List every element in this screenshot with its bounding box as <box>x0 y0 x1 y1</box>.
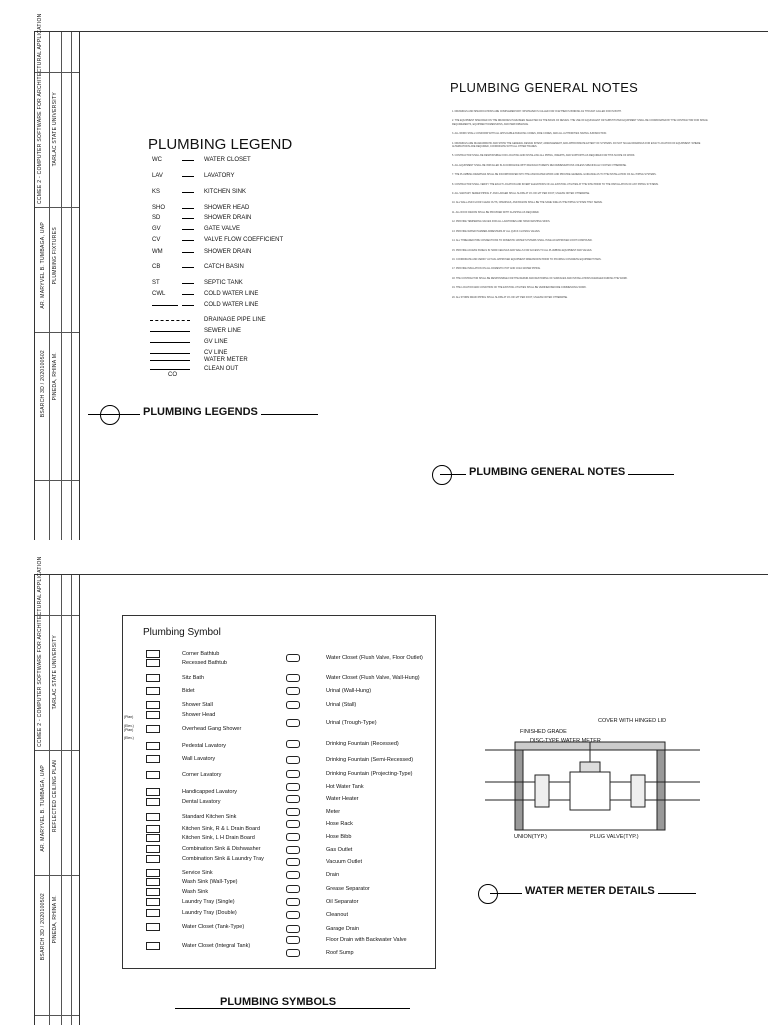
fixture-symbol-icon <box>146 674 160 682</box>
legend-dash <box>182 208 194 209</box>
symbol-label: Wash Sink (Wall-Type) <box>182 879 238 885</box>
legend-title: PLUMBING LEGEND <box>148 136 293 153</box>
general-note: 20. ALL STORM DRAIN PIPING SHALL SLOPE AT 1% OR 1/8" PER FOOT, UNLESS NOTED OTHERWISE. <box>452 295 568 299</box>
general-note: 15. PROVIDE ACCESS PANELS IN HARD CEILINGS AND WALLS FOR ACCESS TO ALL PLUMBING EQUIPMENT AND VALVES. <box>452 248 593 252</box>
fixture-symbol-icon <box>286 820 300 828</box>
fixture-symbol-icon <box>146 687 160 695</box>
fixture-symbol-icon <box>146 659 160 667</box>
symbols-caption: PLUMBING SYMBOLS <box>220 996 337 1008</box>
legend-row <box>152 291 258 297</box>
wall-left <box>515 750 523 830</box>
general-note: 13. PROVIDE WATER HAMMER ARRESTERS AT ALL QUICK CLOSING VALVES. <box>452 229 541 233</box>
plug-valve-label: PLUG VALVE(TYP.) <box>590 834 639 840</box>
disc-meter-label: DISC-TYPE WATER METER <box>530 738 601 744</box>
fixture-symbol-icon <box>146 888 160 896</box>
general-notes-list <box>452 110 714 305</box>
symbol-label: Recessed Bathtub <box>182 660 227 666</box>
legend-row <box>152 205 249 211</box>
general-note: 7. THE PLUMBING DRAWINGS SHALL BE INCORPORATED INTO THE ASSOCIATED WORK AND PROVIDE GENERAL GUIDANCE AS TO THE INSTALLATION OF ALL PIPING SYSTEMS. <box>452 173 657 177</box>
plan-label-2: (Plan) <box>124 728 134 732</box>
legend-abbr: ST <box>152 280 160 286</box>
legend-abbr: WC <box>152 157 162 163</box>
legend-desc: LAVATORY <box>204 173 235 179</box>
legend-line-label: SEWER LINE <box>204 328 242 334</box>
university-name: TARLAC STATE UNIVERSITY <box>52 635 58 710</box>
fixture-symbol-icon <box>286 674 300 682</box>
legend-dash <box>182 160 194 161</box>
university-name: TARLAC STATE UNIVERSITY <box>52 92 58 167</box>
course-name: CCMEE 2 - COMPUTER SOFTWARE FOR ARCHITECTURAL APPLICATION <box>37 556 43 747</box>
legend-line-sample <box>150 369 190 370</box>
general-note: 8. CONTRACTOR SHALL VERIFY THE EXACT LOCATION AND INVERT ELEVATIONS OF ALL EXISTING UTILITIES AT THE SITE PRIOR TO THE INSTALLATION OF ANY PIPING SYSTEMS. <box>452 182 659 186</box>
symbol-label: Kitchen Sink, L H Drain Board <box>182 835 255 841</box>
legend-abbr: CV <box>152 237 161 243</box>
legend-dash <box>182 218 194 219</box>
fixture-symbol-icon <box>286 740 300 748</box>
legend-dash <box>182 267 194 268</box>
fixture-symbol-icon <box>146 942 160 950</box>
legend-desc: SHOWER HEAD <box>204 205 250 211</box>
symbol-label: Hose Rack <box>326 821 353 827</box>
legend-line-label: CLEAN OUT <box>204 366 239 372</box>
symbol-label: Water Closet (Integral Tank) <box>182 943 251 949</box>
fixture-symbol-icon <box>146 771 160 779</box>
fixture-symbol-icon <box>286 783 300 791</box>
fixture-symbol-icon <box>146 755 160 763</box>
legend-desc: COLD WATER LINE <box>204 291 259 297</box>
symbol-label: Floor Drain with Backwater Valve <box>326 937 407 943</box>
sheet-title: PLUMBING FIXTURES <box>52 227 58 285</box>
symbol-label: Water Closet (Tank-Type) <box>182 924 245 930</box>
general-note: 9. ALL SANITARY SEWER PIPING 3" AND LARGER SHALL SLOPE AT 1% OR 1/8" PER FOOT, UNLESS NOTED OTHERWISE. <box>452 192 590 196</box>
legend-desc: SHOWER DRAIN <box>204 249 252 255</box>
symbol-label: Handicapped Lavatory <box>182 789 238 795</box>
symbol-label: Meter <box>326 809 341 815</box>
fixture-symbol-icon <box>286 871 300 879</box>
symbol-label: Oil Separator <box>326 899 359 905</box>
fixture-symbol-icon <box>146 701 160 709</box>
legend-desc: GATE VALVE <box>204 226 241 232</box>
symbol-label: Bidet <box>182 688 195 694</box>
fixture-symbol-icon <box>286 795 300 803</box>
course-name: CCMEE 2 - COMPUTER SOFTWARE FOR ARCHITECTURAL APPLICATION <box>37 13 43 204</box>
legend-desc: SHOWER DRAIN <box>204 215 252 221</box>
symbol-label: Pedestal Lavatory <box>182 743 227 749</box>
symbol-label: Urinal (Wall-Hung) <box>326 688 372 694</box>
fixture-symbol-icon <box>286 949 300 957</box>
fixture-symbol-icon <box>146 898 160 906</box>
legend-line-label: CV LINE <box>204 350 228 356</box>
general-note: 19. THE LOCATION AND CONDITION OF THE EXISTING UTILITIES SHALL BE VERIFIED BEFORE COMMENCING WORK. <box>452 286 587 290</box>
legend-dash <box>182 283 194 284</box>
symbol-label: Wall Lavatory <box>182 756 216 762</box>
meter-body <box>570 772 610 810</box>
instructor-name: AR. MARYVEL B. TUMBAGA, UAP <box>40 222 46 309</box>
legend-row <box>152 189 246 195</box>
legend-desc: SEPTIC TANK <box>204 280 243 286</box>
fixture-symbol-icon <box>286 846 300 854</box>
fixture-symbol-icon <box>286 925 300 933</box>
instructor-name: AR. MARYVEL B. TUMBAGA, UAP <box>40 765 46 852</box>
legend-line-sample <box>150 342 190 343</box>
fixture-symbol-icon <box>286 687 300 695</box>
legend-dash <box>182 294 194 295</box>
general-note: 3. ALL WORK SHALL CONFORM WITH ALL APPLICABLE BUILDING CODES, FIRE CODES, AND ALL AUTHORITIES HAVING JURISDICTION. <box>452 132 607 136</box>
union-left <box>535 775 549 807</box>
symbol-label: Combination Sink & Laundry Tray <box>182 856 264 862</box>
symbol-label: Cleanout <box>326 912 349 918</box>
general-note: 17. PROVIDE INSULATION ON ALL DOMESTIC HOT AND COLD WATER PIPING. <box>452 267 541 271</box>
legend-caption-circle <box>100 405 120 425</box>
meter-head <box>580 762 600 772</box>
plumbing-symbol-box <box>122 615 436 969</box>
notes-caption: PLUMBING GENERAL NOTES <box>466 466 628 478</box>
symbol-label: Urinal (Stall) <box>326 702 357 708</box>
fixture-symbol-icon <box>286 833 300 841</box>
symbol-label: Corner Bathtub <box>182 651 220 657</box>
symbol-label: Shower Head <box>182 712 216 718</box>
symbol-label: Kitchen Sink, R & L Drain Board <box>182 826 261 832</box>
plan-label: (Plan) <box>124 715 134 719</box>
legend-desc: CATCH BASIN <box>204 264 244 270</box>
general-note: 5. CONTRACTOR SHALL BE RESPONSIBLE FOR LOCATING AND INSTALLING ALL PIPING, INSERTS, AND SUPPORTS AS REQUIRED FOR THIS SCOPE OF WORK. <box>452 154 636 158</box>
legend-abbr: CWL <box>152 291 166 297</box>
legend-line-sample <box>150 353 190 354</box>
fixture-symbol-icon <box>286 701 300 709</box>
fixture-symbol-icon <box>146 725 160 733</box>
fixture-symbol-icon <box>286 756 300 764</box>
fixture-symbol-icon <box>146 878 160 886</box>
legend-row <box>152 226 240 232</box>
symbol-label: Wash Sink <box>182 889 209 895</box>
general-notes-title: PLUMBING GENERAL NOTES <box>450 80 639 95</box>
general-note: 11. ALL ROOF DRAINS SHALL BE PROVIDED WITH FLASHING AS REQUIRED. <box>452 210 540 214</box>
title-block <box>35 556 80 1025</box>
fixture-symbol-icon <box>286 936 300 944</box>
symbol-label: Grease Separator <box>326 886 370 892</box>
symbol-label: Garage Drain <box>326 926 360 932</box>
union-right <box>631 775 645 807</box>
meter-caption-circle <box>478 884 498 904</box>
elev-label: (Elev.) <box>124 724 134 728</box>
legend-line-label: GV LINE <box>204 339 228 345</box>
symbol-label: Service Sink <box>182 870 213 876</box>
general-note: 1. DRAWINGS AND SPECIFICATIONS ARE COMPLEMENTARY. WHATEVER IS CALLED FOR IN EITHER IS BINDING AS THOUGH CALLED FOR IN BOTH. <box>452 110 622 113</box>
symbol-label: Overhead Gang Shower <box>182 726 242 732</box>
fixture-symbol-icon <box>146 923 160 931</box>
legend-abbr: SD <box>152 215 161 221</box>
symbol-label: Water Closet (Flush Valve, Wall-Hung) <box>326 675 420 681</box>
symbol-label: Drain <box>326 872 340 878</box>
legend-abbr <box>152 304 178 306</box>
legend-line-sample <box>150 331 190 332</box>
symbol-label: Drinking Fountain (Semi-Recessed) <box>326 757 414 763</box>
fixture-symbol-icon <box>286 858 300 866</box>
fixture-symbol-icon <box>146 650 160 658</box>
fixture-symbol-icon <box>146 742 160 750</box>
legend-abbr: GV <box>152 226 161 232</box>
fixture-symbol-icon <box>146 825 160 833</box>
general-note: 10. ALL WALL AND FLOOR CLEAN OUTS, OPENINGS, AND BASINS SHALL BE THE SAME SIZE AS THE PIPING SYSTEM THEY SERVE. <box>452 201 603 205</box>
legend-line-label: WATER METER <box>204 357 248 363</box>
fixture-symbol-icon <box>286 911 300 919</box>
legend-abbr: SHO <box>152 205 166 211</box>
symbol-label: Standard Kitchen Sink <box>182 814 237 820</box>
legend-dash <box>182 176 194 177</box>
symbol-label: Hot Water Tank <box>326 784 364 790</box>
general-note: 6. ALL EQUIPMENT SHALL BE INSTALLED IN ACCORDANCE WITH MANUFACTURER'S RECOMMENDATIONS UNLESS SPECIFICALLY NOTED OTHERWISE. <box>452 163 627 167</box>
symbol-label: Dental Lavatory <box>182 799 221 805</box>
legend-abbr: CB <box>152 264 161 270</box>
fixture-symbol-icon <box>146 711 160 719</box>
student-section: BSARCH 3D / 2020100502 <box>40 350 46 418</box>
legend-row <box>152 157 251 163</box>
fixture-symbol-icon <box>146 845 160 853</box>
symbols-caption-line <box>175 1008 410 1009</box>
legend-abbr: WM <box>152 249 163 255</box>
fixture-symbol-icon <box>286 808 300 816</box>
fixture-symbol-icon <box>146 813 160 821</box>
symbol-label: Corner Lavatory <box>182 772 222 778</box>
legend-row <box>152 173 234 179</box>
legend-desc: WATER CLOSET <box>204 157 251 163</box>
cover-label: COVER WITH HINGED LID <box>598 718 667 724</box>
legend-row <box>152 215 251 221</box>
fixture-symbol-icon <box>286 898 300 906</box>
legend-row <box>152 264 244 270</box>
legend-abbr: KS <box>152 189 161 195</box>
title-block <box>35 13 80 540</box>
union-label: UNION(TYP.) <box>514 834 547 840</box>
plumbing-symbol-title: Plumbing Symbol <box>143 627 221 638</box>
elev-label-2: (Elev.) <box>124 736 134 740</box>
cleanout-symbol-label: CO <box>168 372 177 378</box>
legend-desc: VALVE FLOW COEFFICIENT <box>204 237 284 243</box>
general-note: 2. THE EQUIPMENT SPECIFIED ON THE DRAWINGS HAVE BEEN SELECTED AS THE BASIS OF DESIGN. THE USE OF EQUIVALENT OR SUBSTITUTED EQUIPMENT SHALL BE COORDINATED BY THE CONTRACTOR FOR SPACE REQUIREMENTS, EQUIPMENT DIMENSIONS, AND PERFORMANCE. <box>452 119 708 126</box>
fixture-symbol-icon <box>286 770 300 778</box>
fixture-symbol-icon <box>146 834 160 842</box>
legend-row <box>152 249 251 255</box>
general-note: 16. COORDINATE AND VERIFY ACTUAL APPROVED EQUIPMENT DIMENSIONS PRIOR TO POURING CONCRETE EQUIPMENT PADS. <box>452 257 602 261</box>
fixture-symbol-icon <box>286 654 300 662</box>
sheet-title: REFLECTED CEILING PLAN <box>52 760 58 833</box>
legend-dash <box>182 192 194 193</box>
symbol-label: Hose Bibb <box>326 834 352 840</box>
legend-caption: PLUMBING LEGENDS <box>140 406 261 418</box>
fixture-symbol-icon <box>146 798 160 806</box>
symbol-label: Combination Sink & Dishwasher <box>182 846 261 852</box>
legend-desc: KITCHEN SINK <box>204 189 247 195</box>
legend-row <box>152 280 243 286</box>
legend-row <box>152 237 283 243</box>
legend-line-label: DRAINAGE PIPE LINE <box>204 317 266 323</box>
fixture-symbol-icon <box>146 788 160 796</box>
symbol-label: Sitz Bath <box>182 675 205 681</box>
legend-dash <box>182 252 194 253</box>
symbol-label: Urinal (Trough-Type) <box>326 720 377 726</box>
student-section: BSARCH 3D / 2020100502 <box>40 893 46 961</box>
student-name: PINEDA, RHINA M. <box>52 352 58 401</box>
legend-dash <box>182 240 194 241</box>
general-note: 18. THE CONTRACTOR SHALL BE RESPONSIBLE FOR THE REPAIR AND RESTORING OF SURFACES AND INSTALLATIONS DAMAGED DURING THE WORK. <box>452 276 628 280</box>
fixture-symbol-icon <box>286 885 300 893</box>
legend-line-sample <box>150 320 190 321</box>
symbol-label: Laundry Tray (Single) <box>182 899 235 905</box>
fixture-symbol-icon <box>146 869 160 877</box>
symbol-label: Drinking Fountain (Recessed) <box>326 741 399 747</box>
symbol-label: Water Closet (Flush Valve, Floor Outlet) <box>326 655 423 661</box>
general-note: 14. ALL THREADED PIPE CONNECTIONS TO DOMESTIC WATER SYSTEMS SHALL HAVE AN APPROVED JOINT COMPOUND. <box>452 239 593 243</box>
wall-right <box>657 750 665 830</box>
general-note: 12. PROVIDE TEMPERING VALVES FOR ALL LAVATORIES AND HAND WASHING SINKS. <box>452 220 551 224</box>
symbol-label: Roof Sump <box>326 950 354 956</box>
legend-dash <box>182 305 194 306</box>
symbol-label: Water Heater <box>326 796 359 802</box>
fixture-symbol-icon <box>146 909 160 917</box>
notes-caption-circle <box>432 465 452 485</box>
fixture-symbol-icon <box>146 855 160 863</box>
symbol-label: Vacuum Outlet <box>326 859 362 865</box>
legend-abbr: LAV <box>152 173 163 179</box>
meter-caption: WATER METER DETAILS <box>522 885 658 897</box>
student-name: PINEDA, RHINA M. <box>52 895 58 944</box>
general-note: 4. DRAWINGS ARE DIAGRAMMATIC AND SHOW THE GENERAL DESIGN INTENT, ARRANGEMENT, AND APPROXIMATE EXTENT OF SYSTEMS. DO NOT SCALE DRAWINGS FOR EXACT LOCATION OF EQUIPMENT. WHERE ALTERNATIONS ARE REQUIRED, COORDINATE WITH ALL OTHER TRADES. <box>452 141 701 149</box>
legend-row <box>152 302 258 308</box>
symbol-label: Shower Stall <box>182 702 213 708</box>
symbol-label: Drinking Fountain (Projecting-Type) <box>326 771 413 777</box>
legend-line-sample <box>150 360 190 361</box>
grade-label: FINISHED GRADE <box>520 729 567 735</box>
legend-desc: COLD WATER LINE <box>204 302 259 308</box>
symbol-label: Laundry Tray (Double) <box>182 910 237 916</box>
symbol-label: Gas Outlet <box>326 847 353 853</box>
legend-dash <box>182 229 194 230</box>
fixture-symbol-icon <box>286 719 300 727</box>
